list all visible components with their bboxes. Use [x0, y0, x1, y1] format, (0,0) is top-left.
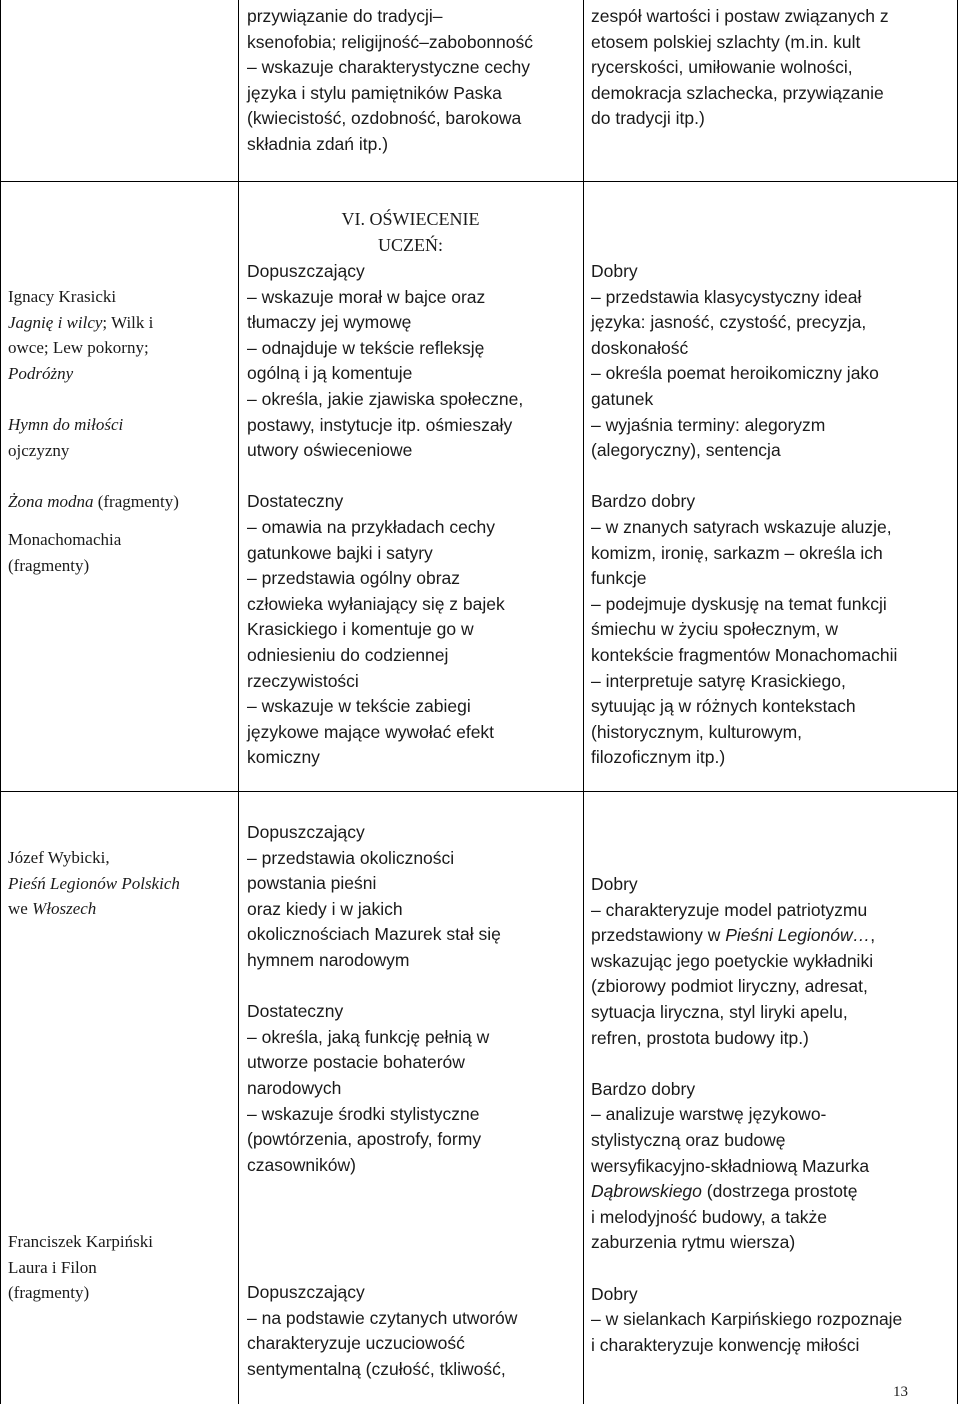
text-line: odniesieniu do codziennej — [247, 644, 449, 665]
grade-level-label: Dopuszczający — [247, 822, 365, 842]
row-last-col3 — [591, 872, 902, 1358]
text-line: Krasickiego i komentuje go w — [247, 619, 474, 640]
text-line: gatunek — [591, 388, 654, 409]
text-plain: , — [870, 925, 876, 946]
work-title — [8, 489, 179, 515]
text-line: – przedstawia ogólny obraz — [247, 568, 461, 589]
row-last-col1-second — [8, 1229, 153, 1306]
text-line: śmiechu w życiu społecznym, w — [591, 619, 839, 640]
work-title: owce; Lew pokorny; — [8, 338, 149, 358]
text-line: do tradycji itp.) — [591, 108, 705, 129]
text-plain: (dostrzega prostotę — [701, 1181, 858, 1202]
section-heading — [238, 207, 583, 258]
text-line: składnia zdań itp.) — [247, 133, 389, 154]
text-line: języka i stylu pamiętników Paska — [247, 82, 502, 103]
text-line: ogólną i ją komentuje — [247, 363, 413, 384]
grade-level-label: Bardzo dobry — [591, 1078, 696, 1099]
text-line: narodowych — [247, 1077, 342, 1098]
text-line: – wyjaśnia terminy: alegoryzm — [591, 414, 826, 435]
text-plain: przedstawiony w — [591, 925, 726, 946]
text-line: funkcje — [591, 568, 647, 589]
text-line: – odnajduje w tekście refleksję — [247, 337, 485, 358]
text-line: (kwiecistość, ozdobność, barokowa — [247, 108, 522, 129]
work-title: (fragmenty) — [8, 555, 90, 575]
work-title: Podróżny — [8, 363, 74, 383]
text-line: postawy, instytucje itp. ośmieszały — [247, 414, 513, 435]
text-line: – określa poemat heroikomiczny jako — [591, 363, 879, 384]
grade-level-label: Bardzo dobry — [591, 491, 696, 512]
text-line: ksenofobia; religijność–zabobonność — [247, 31, 534, 52]
text-line: – w znanych satyrach wskazuje aluzje, — [591, 516, 892, 537]
grade-level-label: Dopuszczający — [247, 1282, 365, 1302]
text-line: rycerskości, umiłowanie wolności, — [591, 57, 853, 78]
text-line: wskazując jego poetyckie wykładniki — [591, 950, 874, 971]
text-line: – interpretuje satyrę Krasickiego, — [591, 670, 846, 691]
row-enlightenment-col3 — [591, 259, 897, 771]
text-line: stylistyczną oraz budowę — [591, 1129, 786, 1150]
table-border-left — [0, 0, 1, 1404]
text-line: demokracja szlachecka, przywiązanie — [591, 82, 884, 103]
text-line: komizm, ironię, sarkazm – określa ich — [591, 542, 883, 563]
grade-level-label: Dopuszczający — [247, 261, 365, 281]
grade-level-label: Dobry — [591, 261, 638, 281]
text-line: komiczny — [247, 747, 320, 768]
work-title — [8, 310, 179, 336]
work-title-italic: Włoszech — [32, 899, 97, 919]
text-line: refren, prostota budowy itp.) — [591, 1027, 809, 1048]
text-line: tłumaczy jej wymowę — [247, 312, 412, 333]
text-line: kontekście fragmentów Monachomachii — [591, 644, 898, 665]
text-line: – wskazuje w tekście zabiegi — [247, 696, 471, 717]
text-line: (zbiorowy podmiot liryczny, adresat, — [591, 976, 868, 997]
work-title: Laura i Filon — [8, 1257, 97, 1277]
text-line: – określa, jaką funkcję pełnią w — [247, 1026, 490, 1047]
text-line: przywiązanie do tradycji– — [247, 6, 443, 26]
text-line: sytuacja liryczna, styl liryki apelu, — [591, 1001, 848, 1022]
work-title — [8, 896, 180, 922]
text-line: hymnem narodowym — [247, 949, 410, 970]
text-line: – analizuje warstwę językowo- — [591, 1104, 827, 1125]
text-line: – w sielankach Karpińskiego rozpozna​je — [591, 1309, 903, 1330]
text-line: – wskazuje środki stylistyczne — [247, 1103, 480, 1124]
text-line: gatunkowe bajki i satyry — [247, 542, 433, 563]
text-line: i charakteryzuje konwencję miłości — [591, 1334, 860, 1355]
author: Franciszek Karpiński — [8, 1232, 153, 1251]
text-line: doskonałość — [591, 337, 689, 358]
text-line: (alegoryczny), sentencja — [591, 440, 781, 461]
work-title: ojczyzny — [8, 440, 70, 460]
text-line: – określa, jakie zjawiska społeczne, — [247, 388, 524, 409]
work-title: (fragmenty) — [8, 1283, 90, 1303]
work-title-rest: (fragmenty) — [93, 491, 179, 511]
text-line: rzeczywistości — [247, 670, 359, 691]
text-line: – na podstawie czytanych utworów — [247, 1307, 518, 1328]
grade-level-label: Dobry — [591, 874, 638, 894]
text-line: etosem polskiej szlachty (m.in. kult — [591, 31, 861, 52]
text-line: – charakteryzuje model patriotyzmu — [591, 899, 868, 920]
text-line: językowe mające wywołać efekt — [247, 721, 495, 742]
text-line: zespół wartości i postaw związanych z — [591, 6, 889, 26]
work-title-rest: we — [8, 899, 33, 919]
grade-level-label: Dostateczny — [247, 491, 344, 512]
text-line: (historycznym, kulturowym, — [591, 721, 803, 742]
text-line: i melodyjność budowy, a także — [591, 1206, 828, 1227]
text-line: okolicznościach Mazurek stał się — [247, 924, 501, 945]
text-line: czasowników) — [247, 1154, 356, 1175]
text-line: utwory oświeceniowe — [247, 440, 413, 461]
text-line: człowieka wyłaniający się z bajek — [247, 593, 505, 614]
grade-level-label: Dobry — [591, 1283, 638, 1304]
text-italic: Pieśni Legionów… — [725, 925, 871, 946]
column-divider-2 — [583, 0, 584, 1404]
text-line — [591, 1179, 902, 1205]
text-line: (powtórzenia, apostrofy, formy — [247, 1129, 482, 1150]
text-line: języka: jasność, czystość, precyzja, — [591, 312, 867, 333]
work-title-italic: Jagnię i wilcy — [8, 312, 103, 332]
text-line — [591, 923, 902, 949]
row-divider-2 — [0, 791, 958, 792]
text-italic: Dąbrowskiego — [591, 1181, 702, 1202]
table-border-right — [957, 0, 958, 1404]
text-line: zaburzenia rytmu wiersza) — [591, 1232, 796, 1253]
author: Ignacy Krasicki — [8, 287, 117, 306]
text-line: – omawia na przykładach cechy — [247, 516, 496, 537]
work-title: Pieśń Legionów Polskich — [8, 873, 180, 893]
text-line: utworze postacie bohaterów — [247, 1052, 465, 1073]
row-divider-1 — [0, 181, 958, 182]
text-line: – podejmuje dyskusję na temat funkcji — [591, 593, 887, 614]
text-line: charakteryzuje uczuciowość — [247, 1333, 465, 1354]
row-enlightenment-col1 — [8, 284, 179, 579]
author: Józef Wybicki, — [8, 848, 110, 867]
grade-level-label: Dostateczny — [247, 1001, 344, 1022]
work-title-italic: Żona modna — [8, 491, 94, 511]
text-line: powstania pieśni — [247, 873, 377, 894]
row-top-col2 — [247, 4, 533, 158]
text-line: sentymentalną (czułość, tkliwość, — [247, 1358, 506, 1379]
row-last-col2 — [247, 820, 501, 1178]
work-title: Hymn do miłości — [8, 414, 124, 434]
text-line: oraz kiedy i w jakich — [247, 898, 403, 919]
section-title: VI. OŚWIECENIE — [341, 209, 480, 229]
row-last-col2-second — [247, 1280, 517, 1382]
page-number: 13 — [893, 1384, 908, 1400]
work-title-rest: ; Wilk i — [102, 312, 154, 332]
text-line: – przedstawia okoliczności — [247, 847, 455, 868]
row-enlightenment-col2 — [247, 259, 523, 771]
text-line: sytuując ją w różnych kontekstach — [591, 696, 856, 717]
section-subtitle: UCZEŃ: — [378, 234, 443, 255]
text-line: – przedstawia klasycystyczny ideał — [591, 286, 862, 307]
row-last-col1 — [8, 845, 180, 922]
text-line: – wskazuje charakterystyczne cechy — [247, 57, 531, 78]
row-top-col3 — [591, 4, 889, 132]
work-title: Monachomachia — [8, 530, 122, 550]
text-line: filozoficznym itp.) — [591, 747, 726, 768]
text-line: – wskazuje morał w bajce oraz — [247, 286, 486, 307]
text-line: wersyfikacyjno-składniową Mazurka — [591, 1155, 870, 1176]
